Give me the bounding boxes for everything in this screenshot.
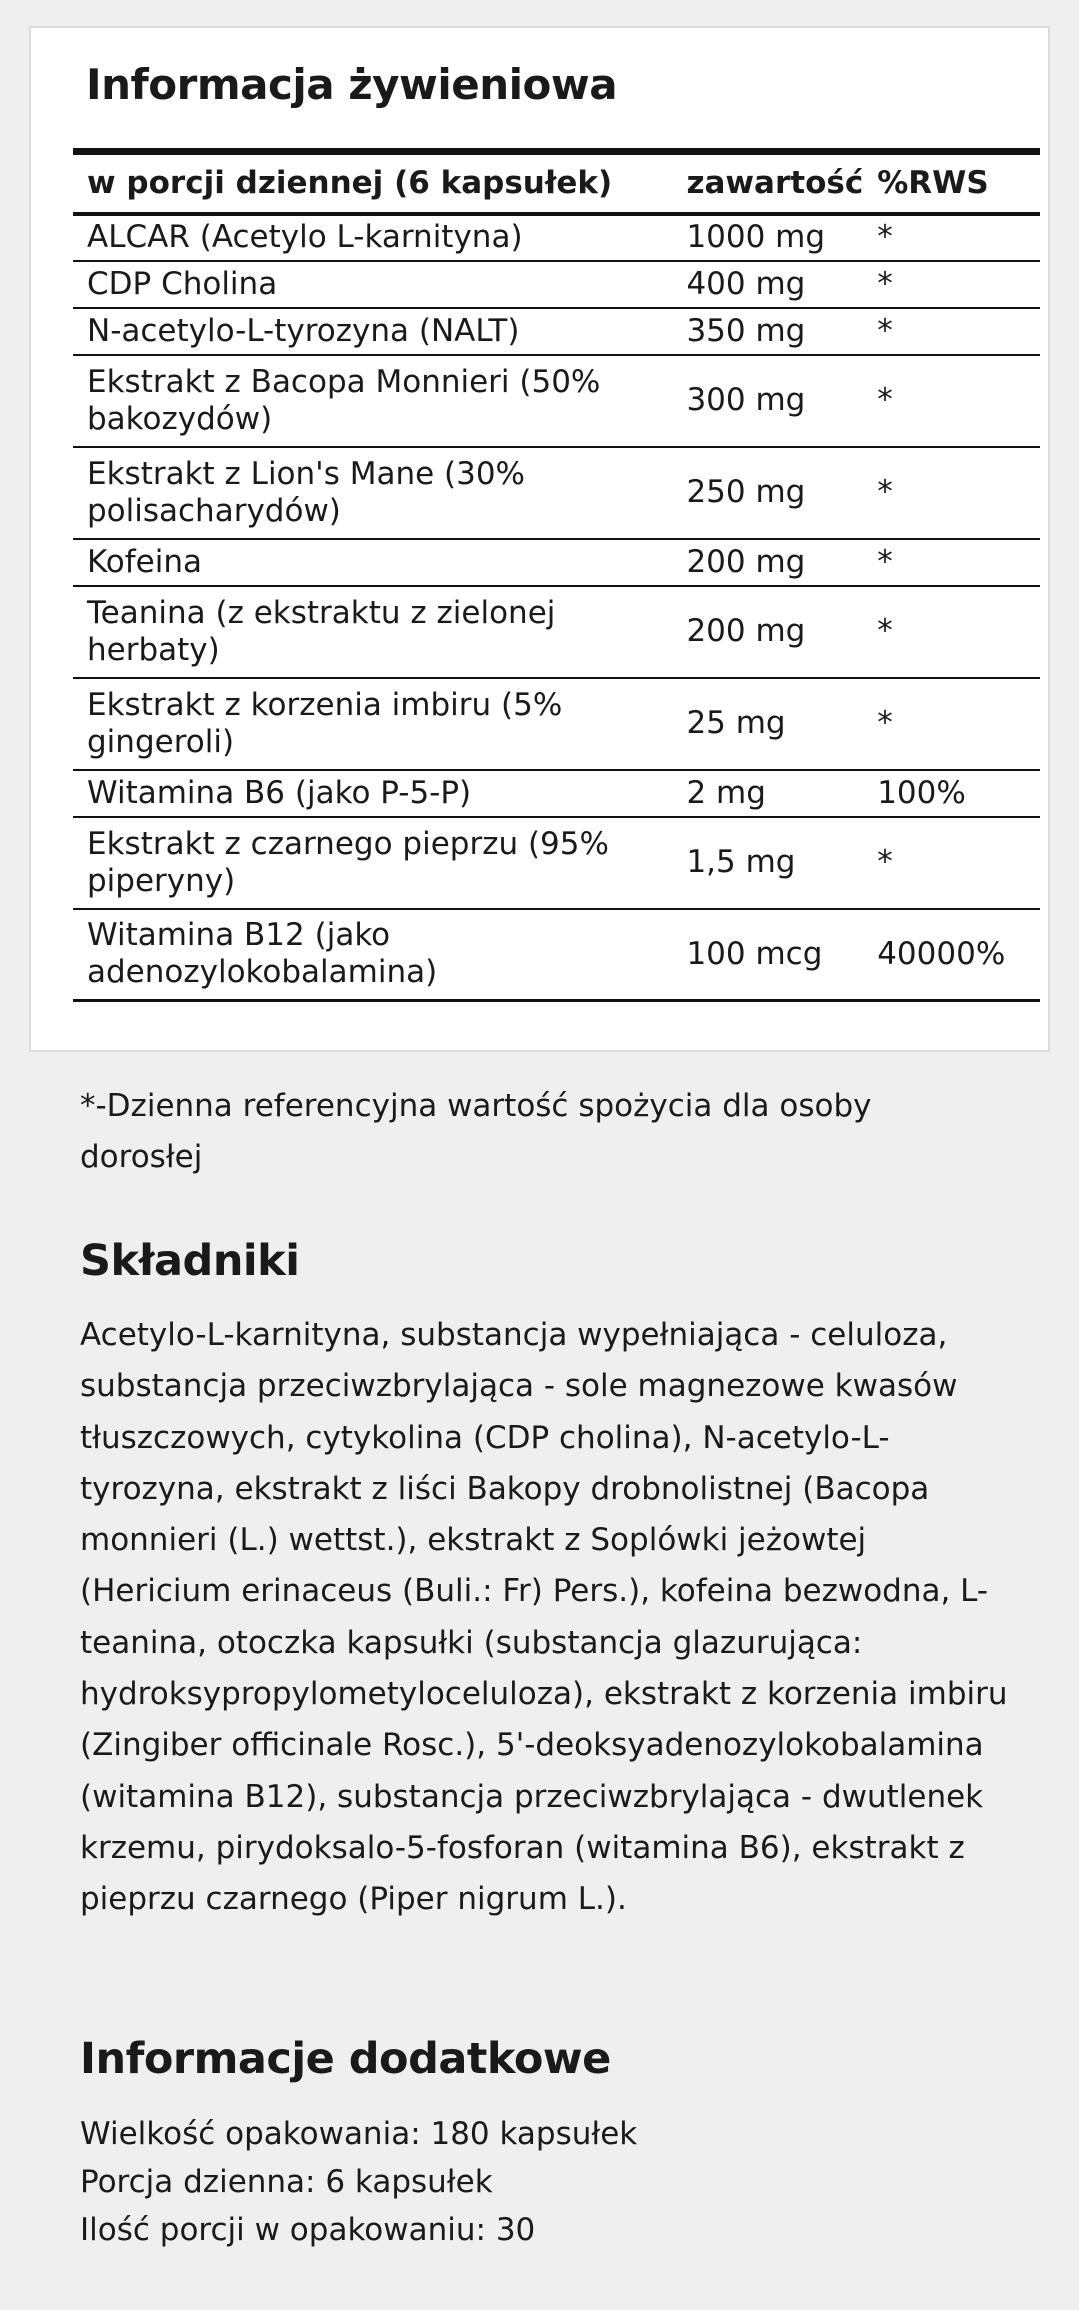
row-rws: * xyxy=(863,678,1040,770)
row-rws: * xyxy=(863,355,1040,447)
row-rws: 40000% xyxy=(863,909,1040,1001)
row-name: Ekstrakt z Lion's Mane (30% polisacharydów) xyxy=(73,447,672,539)
nutrition-table xyxy=(73,148,1040,1002)
row-rws: * xyxy=(863,261,1040,308)
row-amount: 2 mg xyxy=(672,770,863,817)
table-row xyxy=(73,447,1040,539)
row-name: CDP Cholina xyxy=(73,261,672,308)
row-amount: 350 mg xyxy=(672,308,863,355)
row-name: Ekstrakt z Bacopa Monnieri (50% bakozydów) xyxy=(73,355,672,447)
row-amount: 200 mg xyxy=(672,586,863,678)
row-name: Ekstrakt z korzenia imbiru (5% gingeroli) xyxy=(73,678,672,770)
table-row xyxy=(73,539,1040,586)
table-row xyxy=(73,214,1040,261)
table-row xyxy=(73,261,1040,308)
nutrition-header-row xyxy=(73,152,1040,214)
row-name: ALCAR (Acetylo L-karnityna) xyxy=(73,214,672,261)
header-name: w porcji dziennej (6 kapsułek) xyxy=(73,152,672,214)
row-name: Teanina (z ekstraktu z zielonej herbaty) xyxy=(73,586,672,678)
header-amount: zawartość xyxy=(672,152,863,214)
row-amount: 1,5 mg xyxy=(672,817,863,909)
table-row xyxy=(73,678,1040,770)
row-name: Ekstrakt z czarnego pieprzu (95% piperyny) xyxy=(73,817,672,909)
row-rws: 100% xyxy=(863,770,1040,817)
nutrition-title: Informacja żywieniowa xyxy=(86,60,618,109)
row-name: Kofeina xyxy=(73,539,672,586)
row-amount: 250 mg xyxy=(672,447,863,539)
row-amount: 400 mg xyxy=(672,261,863,308)
table-row xyxy=(73,355,1040,447)
row-rws: * xyxy=(863,539,1040,586)
row-name: Witamina B6 (jako P-5-P) xyxy=(73,770,672,817)
row-name: Witamina B12 (jako adenozylokobalamina) xyxy=(73,909,672,1001)
row-rws: * xyxy=(863,447,1040,539)
additional-info-title: Informacje dodatkowe xyxy=(80,2034,611,2084)
additional-info-list xyxy=(80,2110,1010,2254)
table-row xyxy=(73,308,1040,355)
rws-footnote: *-Dzienna referencyjna wartość spożycia dla osoby dorosłej xyxy=(80,1088,872,1175)
list-item: Porcja dzienna: 6 kapsułek xyxy=(80,2164,493,2200)
table-row xyxy=(73,817,1040,909)
row-name: N-acetylo-L-tyrozyna (NALT) xyxy=(73,308,672,355)
row-amount: 100 mcg xyxy=(672,909,863,1001)
row-rws: * xyxy=(863,308,1040,355)
table-row xyxy=(73,770,1040,817)
header-rws: %RWS xyxy=(863,152,1040,214)
row-amount: 300 mg xyxy=(672,355,863,447)
ingredients-text: Acetylo-L-karnityna, substancja wypełniająca - celuloza, substancja przeciwzbrylająca - sole magnezowe kwasów tłuszczowych, cytykolina (CDP cholina), N-acetylo-L-tyrozyna, ekstrakt z liści Bakopy drobnolistnej (Bacopa monnieri (L.) wettst.), ekstrakt z Soplówki jeżowtej (Hericium erinaceus (Buli.: Fr) Pers.), kofeina bezwodna, L-teanina, otoczka kapsułki (substancja glazurująca: hydroksypropylometyloceluloza), ekstrakt z korzenia imbiru (Zingiber officinale Rosc.), 5'-deoksyadenozylokobalamina (witamina B12), substancja przeciwzbrylająca - dwutlenek krzemu, pirydoksalo-5-fosforan (witamina B6), ekstrakt z pieprzu czarnego (Piper nigrum L.). xyxy=(80,1317,1008,1918)
list-item: Ilość porcji w opakowaniu: 30 xyxy=(80,2212,536,2248)
row-amount: 200 mg xyxy=(672,539,863,586)
nutrition-panel xyxy=(29,26,1050,1052)
row-amount: 1000 mg xyxy=(672,214,863,261)
row-rws: * xyxy=(863,817,1040,909)
list-item: Wielkość opakowania: 180 kapsułek xyxy=(80,2116,638,2152)
row-rws: * xyxy=(863,214,1040,261)
table-row xyxy=(73,586,1040,678)
row-amount: 25 mg xyxy=(672,678,863,770)
row-rws: * xyxy=(863,586,1040,678)
ingredients-title: Składniki xyxy=(80,1236,300,1286)
table-row xyxy=(73,909,1040,1001)
